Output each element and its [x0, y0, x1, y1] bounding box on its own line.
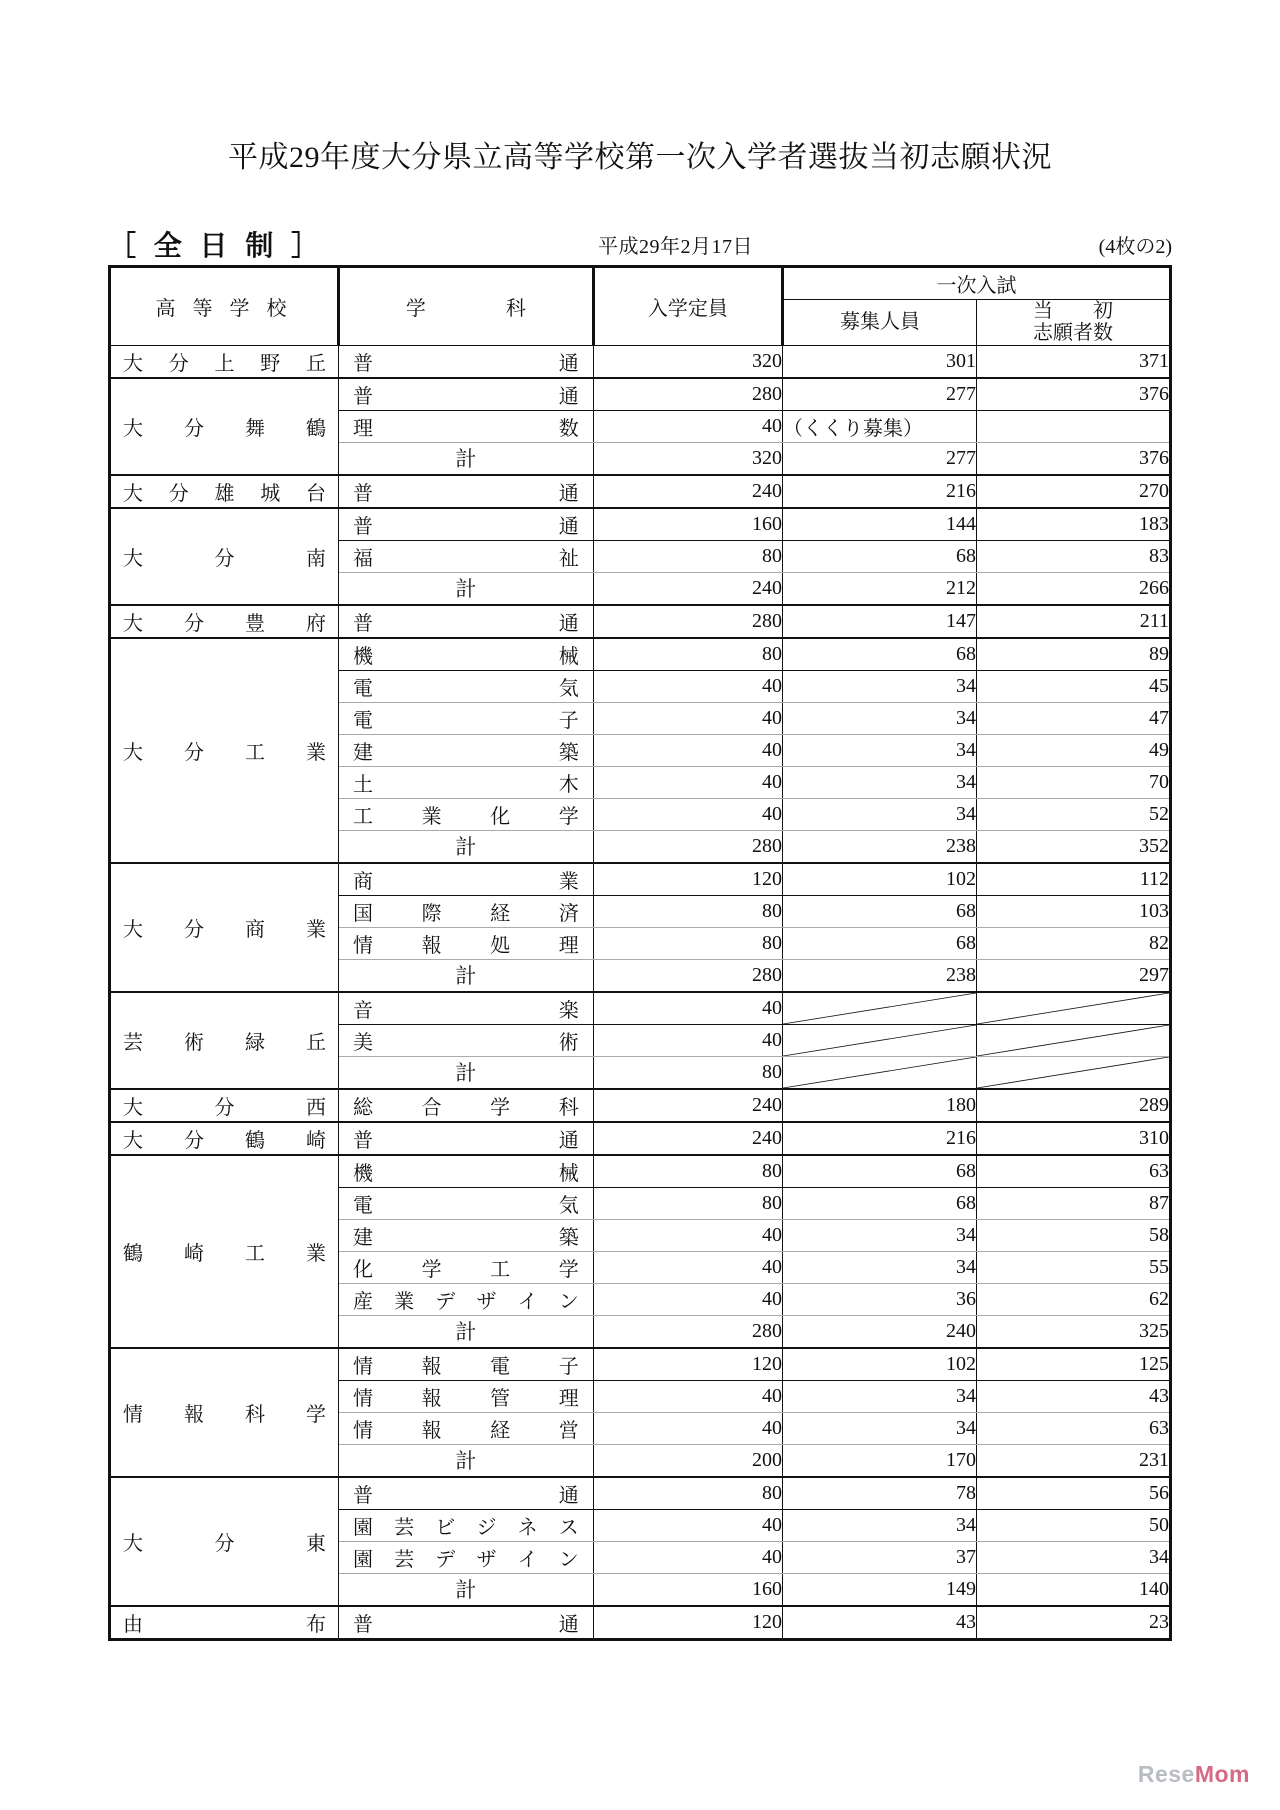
department-cell: 総 合 学 科	[339, 1089, 594, 1122]
page-title: 平成29年度大分県立高等学校第一次入学者選抜当初志願状況	[228, 141, 1052, 174]
subheader	[108, 228, 1172, 262]
applicants-cell: 266	[977, 572, 1171, 605]
department-cell: 工 業 化 学	[339, 798, 594, 830]
department-cell: 土 木	[339, 766, 594, 798]
department-cell: 計	[339, 1315, 594, 1348]
applicants-cell: 125	[977, 1348, 1171, 1381]
department-cell: 理 数	[339, 410, 594, 442]
capacity-cell: 160	[593, 508, 782, 541]
capacity-cell: 280	[593, 378, 782, 411]
applicants-cell: 183	[977, 508, 1171, 541]
quota-cell: 68	[783, 1187, 977, 1219]
department-cell: 普 通	[339, 345, 594, 378]
applicants-cell: 325	[977, 1315, 1171, 1348]
header-department: 学 科	[339, 267, 594, 346]
quota-cell: 34	[783, 734, 977, 766]
department-cell: 普 通	[339, 1606, 594, 1640]
table-row	[110, 1089, 1171, 1122]
department-cell: 普 通	[339, 605, 594, 638]
applicants-cell: 371	[977, 345, 1171, 378]
department-cell: 園 芸 ビ ジ ネ ス	[339, 1509, 594, 1541]
department-cell: 情 報 管 理	[339, 1380, 594, 1412]
department-cell: 情 報 経 営	[339, 1412, 594, 1444]
issue-date: 平成29年2月17日	[598, 236, 753, 258]
table-row	[110, 1348, 1171, 1381]
department-cell: 電 子	[339, 702, 594, 734]
applicants-cell	[977, 1024, 1171, 1056]
quota-cell: 147	[783, 605, 977, 638]
applicants-cell: 297	[977, 959, 1171, 992]
quota-cell: 68	[783, 927, 977, 959]
capacity-cell: 320	[593, 345, 782, 378]
capacity-cell: 120	[593, 1606, 782, 1640]
applicants-cell: 43	[977, 1380, 1171, 1412]
department-cell: 商 業	[339, 863, 594, 896]
department-cell: 電 気	[339, 670, 594, 702]
quota-cell: 36	[783, 1283, 977, 1315]
quota-cell: 34	[783, 1509, 977, 1541]
capacity-cell: 320	[593, 442, 782, 475]
school-name-cell: 大 分 東	[110, 1477, 339, 1606]
school-name-cell: 大 分 雄 城 台	[110, 475, 339, 508]
applicants-cell: 289	[977, 1089, 1171, 1122]
table-row	[110, 1155, 1171, 1188]
department-cell: 計	[339, 1444, 594, 1477]
department-cell: 情 報 電 子	[339, 1348, 594, 1381]
department-cell: 普 通	[339, 1477, 594, 1510]
department-cell: 普 通	[339, 1122, 594, 1155]
applicants-cell: 34	[977, 1541, 1171, 1573]
quota-cell	[783, 992, 977, 1025]
quota-cell: 238	[783, 830, 977, 863]
sheet-number: (4枚の2)	[1098, 236, 1172, 258]
school-name-cell: 大 分 鶴 崎	[110, 1122, 339, 1155]
quota-cell: 68	[783, 540, 977, 572]
quota-cell: 277	[783, 442, 977, 475]
applicants-cell: 56	[977, 1477, 1171, 1510]
capacity-cell: 160	[593, 1573, 782, 1606]
capacity-cell: 40	[593, 1024, 782, 1056]
applicants-cell: 63	[977, 1155, 1171, 1188]
capacity-cell: 40	[593, 1412, 782, 1444]
watermark	[1138, 1761, 1250, 1788]
applicants-cell: 82	[977, 927, 1171, 959]
school-name-cell: 大 分 南	[110, 508, 339, 605]
department-cell: 普 通	[339, 378, 594, 411]
capacity-cell: 80	[593, 895, 782, 927]
department-cell: 計	[339, 1056, 594, 1089]
capacity-cell: 240	[593, 475, 782, 508]
department-cell: 福 祉	[339, 540, 594, 572]
applicants-cell: 310	[977, 1122, 1171, 1155]
capacity-cell: 280	[593, 830, 782, 863]
quota-cell: 68	[783, 1155, 977, 1188]
applicants-cell: 83	[977, 540, 1171, 572]
department-cell: 美 術	[339, 1024, 594, 1056]
table-row	[110, 378, 1171, 411]
table-row	[110, 1477, 1171, 1510]
quota-cell: 180	[783, 1089, 977, 1122]
header-applicants: 当 初 志願者数	[977, 300, 1171, 346]
table-row	[110, 992, 1171, 1025]
capacity-cell: 240	[593, 572, 782, 605]
school-name-cell: 大 分 舞 鶴	[110, 378, 339, 475]
table-row	[110, 345, 1171, 378]
table-row	[110, 475, 1171, 508]
capacity-cell: 240	[593, 1089, 782, 1122]
applicants-cell: 270	[977, 475, 1171, 508]
quota-cell: 34	[783, 1380, 977, 1412]
capacity-cell: 40	[593, 702, 782, 734]
quota-cell: 102	[783, 863, 977, 896]
applicants-cell	[977, 1056, 1171, 1089]
capacity-cell: 80	[593, 1187, 782, 1219]
applicants-cell: 352	[977, 830, 1171, 863]
capacity-cell: 280	[593, 605, 782, 638]
capacity-cell: 40	[593, 1251, 782, 1283]
quota-cell: 240	[783, 1315, 977, 1348]
school-name-cell: 大 分 上 野 丘	[110, 345, 339, 378]
quota-cell: 170	[783, 1444, 977, 1477]
department-cell: 機 械	[339, 638, 594, 671]
capacity-cell: 80	[593, 540, 782, 572]
table-row	[110, 638, 1171, 671]
capacity-cell: 40	[593, 1541, 782, 1573]
department-cell: 計	[339, 442, 594, 475]
table-row	[110, 1606, 1171, 1640]
capacity-cell: 40	[593, 1283, 782, 1315]
quota-cell: 149	[783, 1573, 977, 1606]
department-cell: 情 報 処 理	[339, 927, 594, 959]
applicants-cell: 103	[977, 895, 1171, 927]
department-cell: 建 築	[339, 734, 594, 766]
department-cell: 普 通	[339, 475, 594, 508]
quota-cell: 144	[783, 508, 977, 541]
applicants-cell	[977, 992, 1171, 1025]
capacity-cell: 40	[593, 1380, 782, 1412]
department-cell: 産 業 デ ザ イ ン	[339, 1283, 594, 1315]
school-name-cell: 大 分 工 業	[110, 638, 339, 863]
header-quota: 募集人員	[783, 300, 977, 346]
applicants-cell: 58	[977, 1219, 1171, 1251]
quota-cell: 68	[783, 638, 977, 671]
department-cell: 計	[339, 572, 594, 605]
department-cell: 園 芸 デ ザ イ ン	[339, 1541, 594, 1573]
quota-cell: 68	[783, 895, 977, 927]
capacity-cell: 40	[593, 1509, 782, 1541]
table-row	[110, 1122, 1171, 1155]
department-cell: 化 学 工 学	[339, 1251, 594, 1283]
quota-cell: 34	[783, 1251, 977, 1283]
department-cell: 音 楽	[339, 992, 594, 1025]
applicants-cell: 376	[977, 442, 1171, 475]
quota-cell: 78	[783, 1477, 977, 1510]
table-header	[110, 267, 1171, 346]
capacity-cell: 40	[593, 798, 782, 830]
applicants-cell: 45	[977, 670, 1171, 702]
school-name-cell: 鶴 崎 工 業	[110, 1155, 339, 1348]
applicants-cell: 23	[977, 1606, 1171, 1640]
table-row	[110, 508, 1171, 541]
applicants-cell: 47	[977, 702, 1171, 734]
applications-table	[108, 265, 1172, 1641]
applicants-cell: 62	[977, 1283, 1171, 1315]
school-name-cell: 大 分 商 業	[110, 863, 339, 992]
applicants-cell: 89	[977, 638, 1171, 671]
applicants-cell: 63	[977, 1412, 1171, 1444]
capacity-cell: 200	[593, 1444, 782, 1477]
school-name-cell: 由 布	[110, 1606, 339, 1640]
capacity-cell: 40	[593, 1219, 782, 1251]
school-name-cell: 大 分 豊 府	[110, 605, 339, 638]
capacity-cell: 80	[593, 1155, 782, 1188]
quota-cell: 238	[783, 959, 977, 992]
applicants-cell	[977, 410, 1171, 442]
capacity-cell: 240	[593, 1122, 782, 1155]
applicants-cell: 231	[977, 1444, 1171, 1477]
capacity-cell: 40	[593, 992, 782, 1025]
quota-cell: 34	[783, 798, 977, 830]
quota-cell: 301	[783, 345, 977, 378]
applicants-cell: 112	[977, 863, 1171, 896]
applicants-cell: 87	[977, 1187, 1171, 1219]
capacity-cell: 120	[593, 1348, 782, 1381]
department-cell: 建 築	[339, 1219, 594, 1251]
quota-cell: 34	[783, 1219, 977, 1251]
school-name-cell: 大 分 西	[110, 1089, 339, 1122]
watermark-prefix: Rese	[1137, 1761, 1195, 1787]
department-cell: 機 械	[339, 1155, 594, 1188]
department-cell: 普 通	[339, 508, 594, 541]
watermark-suffix: Mom	[1194, 1761, 1250, 1787]
applicants-cell: 49	[977, 734, 1171, 766]
applicants-cell: 50	[977, 1509, 1171, 1541]
quota-cell: （くくり募集）	[783, 410, 977, 442]
department-cell: 計	[339, 1573, 594, 1606]
quota-cell: 102	[783, 1348, 977, 1381]
capacity-cell: 40	[593, 766, 782, 798]
header-exam-group: 一次入試	[783, 267, 1171, 300]
school-name-cell: 情 報 科 学	[110, 1348, 339, 1477]
capacity-cell: 40	[593, 410, 782, 442]
capacity-cell: 280	[593, 959, 782, 992]
applicants-cell: 52	[977, 798, 1171, 830]
capacity-cell: 80	[593, 1477, 782, 1510]
quota-cell: 43	[783, 1606, 977, 1640]
capacity-cell: 80	[593, 638, 782, 671]
capacity-cell: 40	[593, 670, 782, 702]
school-name-cell: 芸 術 緑 丘	[110, 992, 339, 1089]
department-cell: 計	[339, 830, 594, 863]
quota-cell: 34	[783, 670, 977, 702]
quota-cell	[783, 1024, 977, 1056]
capacity-cell: 280	[593, 1315, 782, 1348]
quota-cell: 216	[783, 1122, 977, 1155]
quota-cell: 34	[783, 702, 977, 734]
applicants-cell: 211	[977, 605, 1171, 638]
capacity-cell: 80	[593, 1056, 782, 1089]
table-body	[110, 345, 1171, 1639]
quota-cell	[783, 1056, 977, 1089]
capacity-cell: 80	[593, 927, 782, 959]
department-cell: 電 気	[339, 1187, 594, 1219]
quota-cell: 216	[783, 475, 977, 508]
applicants-cell: 140	[977, 1573, 1171, 1606]
table-row	[110, 605, 1171, 638]
applicants-cell: 70	[977, 766, 1171, 798]
header-capacity: 入学定員	[593, 267, 782, 346]
quota-cell: 277	[783, 378, 977, 411]
department-cell: 国 際 経 済	[339, 895, 594, 927]
header-school: 高 等 学 校	[110, 267, 339, 346]
department-cell: 計	[339, 959, 594, 992]
quota-cell: 34	[783, 1412, 977, 1444]
quota-cell: 212	[783, 572, 977, 605]
quota-cell: 37	[783, 1541, 977, 1573]
table-row	[110, 863, 1171, 896]
mode-label: ［ 全 日 制 ］	[108, 230, 325, 261]
applicants-cell: 55	[977, 1251, 1171, 1283]
capacity-cell: 120	[593, 863, 782, 896]
capacity-cell: 40	[593, 734, 782, 766]
applicants-cell: 376	[977, 378, 1171, 411]
quota-cell: 34	[783, 766, 977, 798]
